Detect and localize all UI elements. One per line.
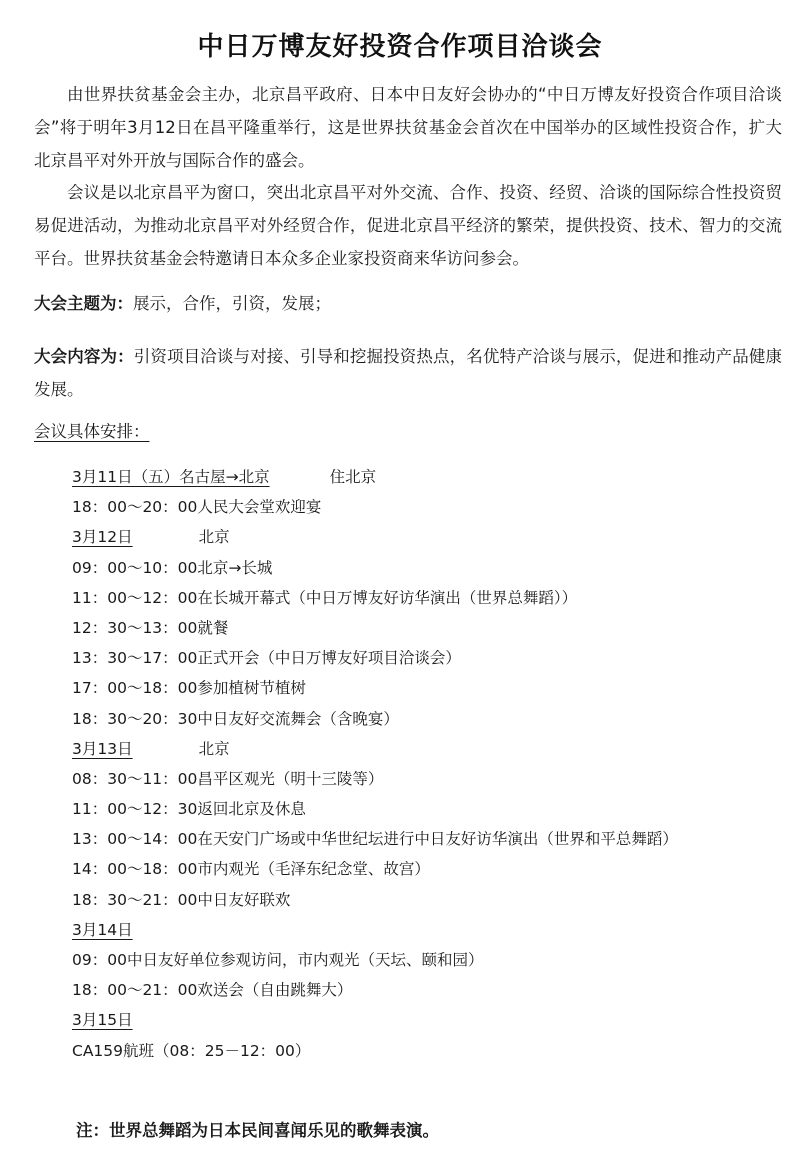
schedule-item: 14：00～18：00市内观光（毛泽东纪念堂、故宫） — [72, 860, 430, 879]
schedule-item: 18：30～20：30中日友好交流舞会（含晚宴） — [72, 709, 399, 728]
day-date: 3月12日 — [72, 528, 133, 547]
schedule-item: 09：00中日友好单位参观访问，市内观光（天坛、颐和园） — [72, 951, 484, 969]
schedule-item: 18：00～20：00人民大会堂欢迎宴 — [72, 498, 322, 517]
day-date: 3月15日 — [72, 1011, 133, 1030]
schedule-item: 18：00～21：00欢送会（自由跳舞大） — [72, 981, 353, 1000]
schedule-item: 13：00～14：00在天安门广场或中华世纪坛进行中日友好访华演出（世界和平总舞蹈） — [72, 830, 678, 849]
theme-label: 大会主题为： — [34, 294, 133, 313]
content-paragraph — [34, 340, 782, 406]
arrangement-heading: 会议具体安排： — [34, 422, 150, 441]
schedule-item: 12：30～13：00就餐 — [72, 618, 229, 637]
schedule-day — [72, 1005, 782, 1035]
schedule-item: 13：30～17：00正式开会（中日万博友好项目洽谈会） — [72, 649, 461, 668]
day-date: 3月13日 — [72, 739, 133, 758]
schedule-item: 09：00～10：00北京→长城 — [72, 558, 273, 577]
day-place: 北京 — [198, 739, 230, 758]
schedule-list — [72, 462, 782, 1066]
intro-paragraph-1: 由世界扶贫基金会主办，北京昌平政府、日本中日友好会协办的“中日万博友好投资合作项目洽谈会”将于明年3月12日在昌平隆重举行，这是世界扶贫基金会首次在中国举办的区域性投资合作，扩大北京昌平对外开放与国际合作的盛会。 — [34, 85, 782, 170]
theme-paragraph — [34, 287, 782, 320]
day-date: 3月11日（五）名古屋→北京 — [72, 468, 270, 486]
day-date: 3月14日 — [72, 920, 133, 939]
schedule-item: 18：30～21：00中日友好联欢 — [72, 890, 291, 909]
document-title: 中日万博友好投资合作项目洽谈会 — [197, 32, 603, 62]
intro-paragraph-2: 会议是以北京昌平为窗口，突出北京昌平对外交流、合作、投资、经贸、洽谈的国际综合性投资贸易促进活动，为推动北京昌平对外经贸合作，促进北京昌平经济的繁荣，提供投资、技术、智力的交流平台。世界扶贫基金会特邀请日本众多企业家投资商来华访问参会。 — [34, 183, 782, 268]
schedule-item: 11：00～12：00在长城开幕式（中日万博友好访华演出（世界总舞蹈）） — [72, 588, 578, 607]
schedule-item: CA159航班（08：25－12：00） — [72, 1041, 311, 1060]
theme-text: 展示，合作，引资，发展； — [133, 294, 331, 313]
schedule-day — [72, 734, 782, 764]
day-place: 住北京 — [329, 468, 377, 486]
schedule-item: 08：30～11：00昌平区观光（明十三陵等） — [72, 769, 384, 788]
content-text: 引资项目洽谈与对接、引导和挖掘投资热点，名优特产洽谈与展示，促进和推动产品健康发展。 — [34, 347, 782, 399]
schedule-day — [72, 462, 782, 492]
footnote: 注：世界总舞蹈为日本民间喜闻乐见的歌舞表演。 — [76, 1121, 439, 1140]
day-place: 北京 — [198, 528, 230, 547]
schedule-day — [72, 522, 782, 552]
content-label: 大会内容为： — [34, 347, 134, 366]
schedule-item: 17：00～18：00参加植树节植树 — [72, 679, 306, 698]
schedule-item: 11：00～12：30返回北京及休息 — [72, 800, 306, 819]
schedule-day — [72, 915, 782, 945]
